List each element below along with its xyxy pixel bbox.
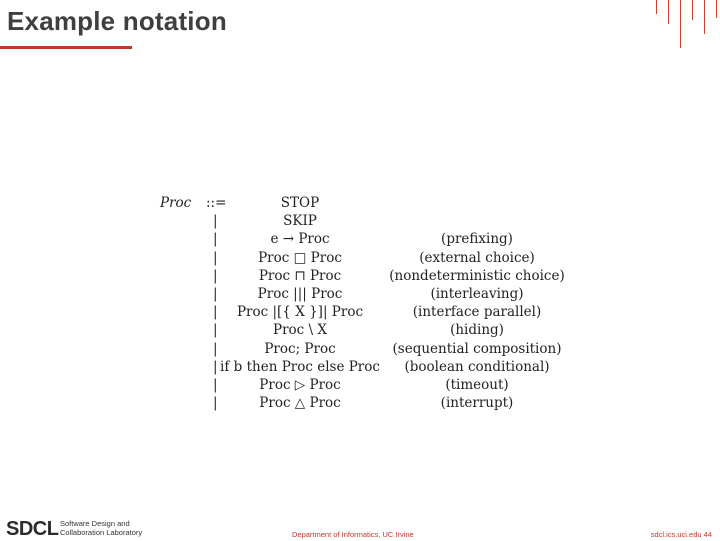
production-expression: Proc △ Proc — [259, 395, 341, 412]
lab-name-line1: Software Design and — [60, 519, 130, 528]
production-description: (sequential composition) — [392, 340, 562, 357]
production-expression: Proc □ Proc — [258, 249, 342, 266]
production-description: (prefixing) — [441, 231, 513, 248]
production-expression: STOP — [280, 195, 320, 211]
production-expression: if b then Proc else Proc — [220, 358, 380, 375]
production-expression: Proc ||| Proc — [257, 286, 343, 302]
production-expression: Proc; Proc — [264, 340, 336, 357]
alternative-bar: | — [213, 322, 218, 339]
production-description: (external choice) — [419, 249, 535, 266]
alternative-bar: | — [213, 286, 218, 302]
production-expression: Proc ▷ Proc — [259, 377, 341, 393]
production-expression: e → Proc — [270, 231, 330, 248]
production-description: (interrupt) — [440, 395, 514, 412]
alternative-bar: | — [213, 395, 218, 412]
production-description: (timeout) — [445, 377, 509, 393]
alternative-bar: | — [213, 304, 218, 321]
alternative-bar: | — [213, 231, 218, 248]
production-description: (hiding) — [450, 322, 504, 339]
lab-name-line2: Collaboration Laboratory — [60, 528, 143, 537]
production-expression: Proc |[{ X }]| Proc — [236, 304, 364, 321]
production-expression: Proc \ X — [273, 322, 327, 339]
alternative-bar: | — [213, 213, 218, 230]
grammar-define-symbol: ::= — [206, 195, 227, 211]
production-description: (interleaving) — [430, 286, 524, 302]
alternative-bar: | — [213, 377, 218, 393]
alternative-bar: | — [213, 249, 218, 266]
production-expression: Proc ⊓ Proc — [258, 267, 342, 284]
alternative-bar: | — [213, 267, 218, 284]
alternative-bar: | — [213, 340, 218, 357]
slide-title: Example notation — [7, 6, 227, 36]
production-description: (interface parallel) — [412, 304, 542, 321]
site-and-page-number: sdcl.ics.uci.edu 44 — [650, 530, 712, 539]
production-expression: SKIP — [283, 213, 317, 230]
production-description: (boolean conditional) — [404, 358, 550, 375]
lab-name — [60, 519, 142, 537]
department-label: Department of Informatics, UC Irvine — [292, 530, 414, 539]
production-description: (nondeterministic choice) — [389, 267, 565, 284]
alternative-bar: | — [213, 358, 218, 375]
sdcl-logo: SDCL — [6, 518, 59, 540]
grammar-lhs: Proc — [160, 195, 192, 211]
